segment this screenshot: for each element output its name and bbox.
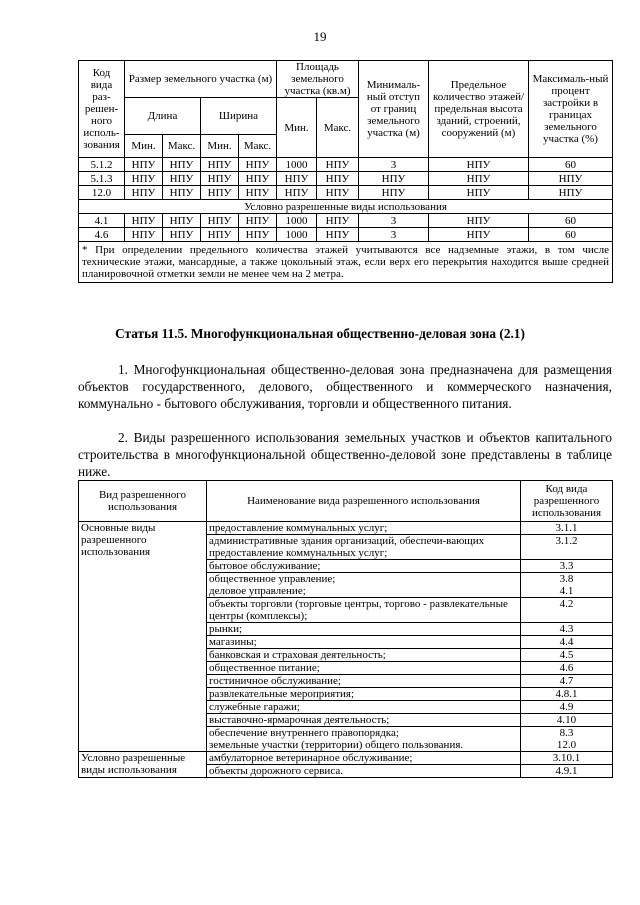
table-row [79, 186, 613, 200]
use-name: объекты дорожного сервиса. [207, 765, 521, 778]
cell: НПУ [239, 228, 277, 242]
cell: НПУ [125, 172, 163, 186]
cell: НПУ [163, 228, 201, 242]
cell: НПУ [201, 172, 239, 186]
cell: НПУ [529, 186, 613, 200]
header-area-min: Мин. [277, 98, 317, 158]
use-code: 3.8 4.1 [521, 573, 613, 598]
use-code: 4.4 [521, 636, 613, 649]
cell: 1000 [277, 214, 317, 228]
cell: НПУ [125, 186, 163, 200]
cell: НПУ [163, 158, 201, 172]
use-name: предоставление коммунальных услуг; [207, 522, 521, 535]
cell: НПУ [429, 172, 529, 186]
cell: НПУ [239, 158, 277, 172]
cell: НПУ [239, 214, 277, 228]
use-name: общественное питание; [207, 662, 521, 675]
cell: 5.1.2 [79, 158, 125, 172]
header-coverage: Максималь-ный процент застройки в границах земельного участка (%) [529, 61, 613, 158]
table-row [79, 522, 613, 535]
zone-parameters-table [78, 60, 613, 283]
use-name: магазины; [207, 636, 521, 649]
use-name: общественное управление; деловое управление; [207, 573, 521, 598]
use-name: служебные гаражи; [207, 701, 521, 714]
cell: НПУ [201, 158, 239, 172]
header-width: Ширина [201, 98, 277, 135]
cell: 1000 [277, 228, 317, 242]
table-row [79, 158, 613, 172]
cell: 60 [529, 214, 613, 228]
use-code: 4.7 [521, 675, 613, 688]
header-length: Длина [125, 98, 201, 135]
cell: НПУ [429, 214, 529, 228]
paragraph-2: 2. Виды разрешенного использования земельных участков и объектов капитального строительства в многофункциональной общественно-деловой зоне представлены в таблице ниже. [78, 430, 612, 479]
cell: НПУ [201, 214, 239, 228]
cell: 60 [529, 158, 613, 172]
cell: НПУ [125, 228, 163, 242]
cell: НПУ [429, 228, 529, 242]
article-heading: Статья 11.5. Многофункциональная общественно-деловая зона (2.1) [115, 326, 525, 341]
use-name: гостиничное обслуживание; [207, 675, 521, 688]
cell: НПУ [317, 228, 359, 242]
header-setback: Минималь-ный отступ от границ земельного участка (м) [359, 61, 429, 158]
cell: НПУ [277, 186, 317, 200]
use-name: обеспечение внутреннего правопорядка; земельные участки (территории) общего пользования. [207, 727, 521, 752]
cell: НПУ [429, 186, 529, 200]
header-type: Вид разрешенного использования [79, 481, 207, 522]
use-name: выставочно-ярмарочная деятельность; [207, 714, 521, 727]
use-name: рынки; [207, 623, 521, 636]
cell: 5.1.3 [79, 172, 125, 186]
cell: 12.0 [79, 186, 125, 200]
use-name: амбулаторное ветеринарное обслуживание; [207, 752, 521, 765]
cell: НПУ [359, 186, 429, 200]
use-name: банковская и страховая деятельность; [207, 649, 521, 662]
use-code: 4.9.1 [521, 765, 613, 778]
use-name: административные здания организаций, обеспечи-вающих предоставление коммунальных услуг; [207, 535, 521, 560]
cell: НПУ [163, 186, 201, 200]
group-conditional: Условно разрешенные виды использования [79, 752, 207, 778]
cell: НПУ [317, 158, 359, 172]
cell: 3 [359, 158, 429, 172]
group-main: Основные виды разрешенного использования [79, 522, 207, 752]
table-row [79, 228, 613, 242]
cell: НПУ [125, 158, 163, 172]
section-row: Условно разрешенные виды использования [79, 200, 613, 214]
use-code: 4.8.1 [521, 688, 613, 701]
use-code: 3.1.1 [521, 522, 613, 535]
cell: НПУ [317, 214, 359, 228]
cell: 3 [359, 214, 429, 228]
header-floors: Предельное количество этажей/ предельная высота зданий, строений, сооружений (м) [429, 61, 529, 158]
header-length-min: Мин. [125, 135, 163, 158]
use-code: 4.2 [521, 598, 613, 623]
cell: НПУ [163, 214, 201, 228]
page-number: 19 [313, 29, 327, 44]
header-length-max: Макс. [163, 135, 201, 158]
header-width-min: Мин. [201, 135, 239, 158]
header-name: Наименование вида разрешенного использования [207, 481, 521, 522]
header-area: Площадь земельного участка (кв.м) [277, 61, 359, 98]
header-size: Размер земельного участка (м) [125, 61, 277, 98]
table-footnote: * При определении предельного количества этажей учитываются все надземные этажи, в том числе технические этажи, мансардные, а также цокольный этаж, если верх его перекрытия находится выше средней планировочной отметки земли не менее чем на 2 метра. [79, 242, 613, 283]
use-code: 3.10.1 [521, 752, 613, 765]
use-code: 3.3 [521, 560, 613, 573]
use-name: объекты торговли (торговые центры, торгово - развлекательные центры (комплексы); [207, 598, 521, 623]
table-row [79, 752, 613, 765]
cell: НПУ [529, 172, 613, 186]
cell: НПУ [201, 228, 239, 242]
header-width-max: Макс. [239, 135, 277, 158]
use-code: 4.5 [521, 649, 613, 662]
table-row [79, 172, 613, 186]
cell: 3 [359, 228, 429, 242]
cell: НПУ [125, 214, 163, 228]
cell: НПУ [163, 172, 201, 186]
cell: НПУ [201, 186, 239, 200]
cell: НПУ [239, 186, 277, 200]
cell: НПУ [359, 172, 429, 186]
cell: 1000 [277, 158, 317, 172]
header-area-max: Макс. [317, 98, 359, 158]
table-row [79, 214, 613, 228]
cell: 4.6 [79, 228, 125, 242]
use-name: развлекательные мероприятия; [207, 688, 521, 701]
permitted-use-table [78, 480, 613, 778]
use-code: 4.10 [521, 714, 613, 727]
paragraph-1: 1. Многофункциональная общественно-деловая зона предназначена для размещения объектов государственного, делового, общественного и коммерческого назначения, коммунально - бытового обслуживания, торговли и общественного питания. [78, 362, 612, 411]
cell: НПУ [239, 172, 277, 186]
use-code: 4.6 [521, 662, 613, 675]
cell: НПУ [277, 172, 317, 186]
cell: НПУ [429, 158, 529, 172]
use-code: 3.1.2 [521, 535, 613, 560]
cell: 4.1 [79, 214, 125, 228]
cell: НПУ [317, 172, 359, 186]
use-code: 4.3 [521, 623, 613, 636]
header-code: Код вида раз-решен-ного исполь-зования [79, 61, 125, 158]
cell: 60 [529, 228, 613, 242]
use-name: бытовое обслуживание; [207, 560, 521, 573]
header-code: Код вида разрешенного использования [521, 481, 613, 522]
cell: НПУ [317, 186, 359, 200]
use-code: 8.3 12.0 [521, 727, 613, 752]
use-code: 4.9 [521, 701, 613, 714]
